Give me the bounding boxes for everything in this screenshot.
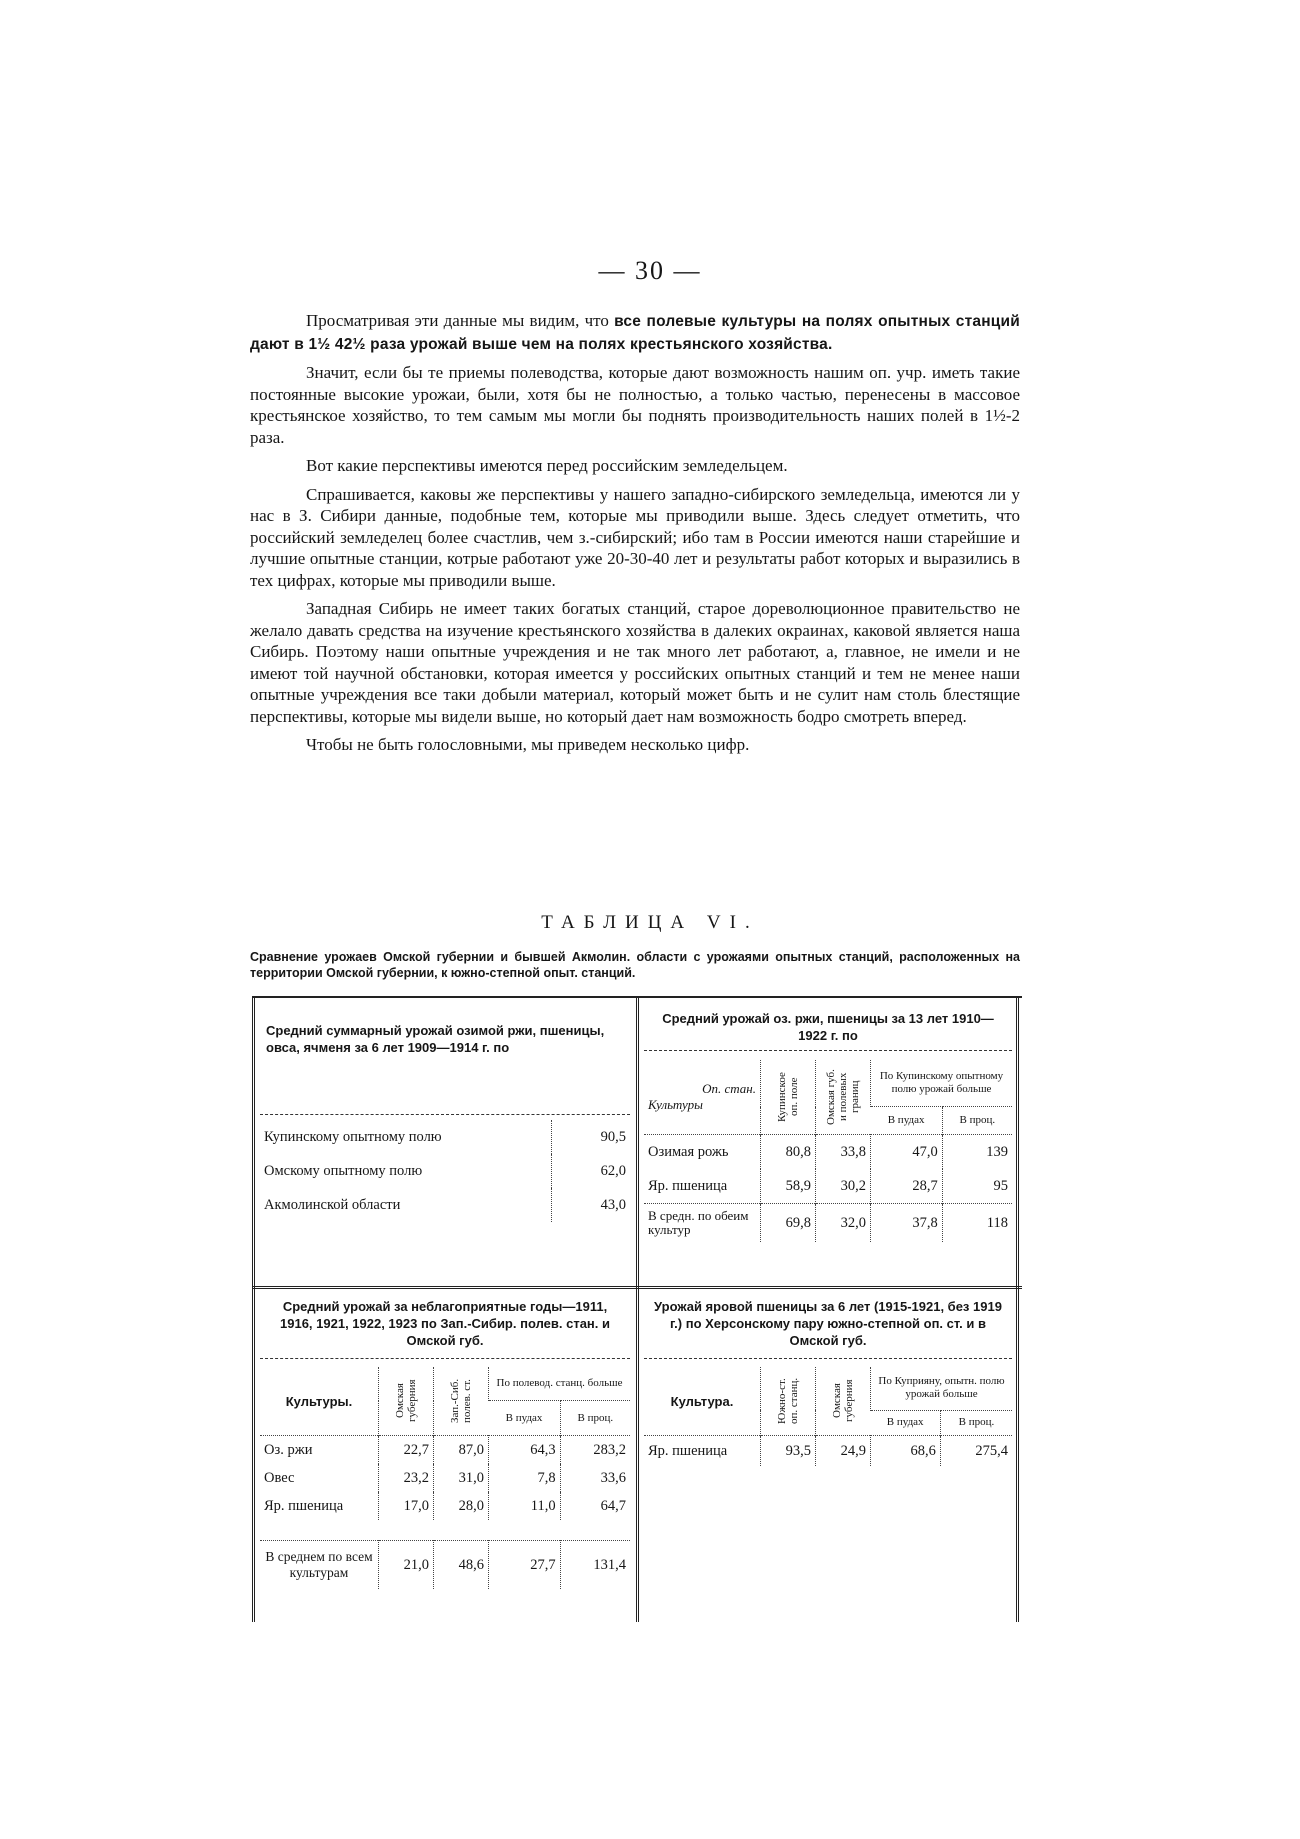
paragraph-2: Значит, если бы те приемы полеводства, которые дают возможность нашим оп. учр. иметь такие постоянные высокие урожаи, были, хотя бы не полностью, а только частью, перенесены в массовое крестьянское хозяйство, то тем самым мы могли бы поднять производительность наших полей в 1½-2 раза. bbox=[250, 363, 1020, 447]
corner-bottom: Культуры bbox=[648, 1097, 703, 1112]
table-1 bbox=[260, 1002, 630, 1222]
body-text bbox=[250, 310, 1020, 763]
table-1-header: Средний суммарный урожай озимой ржи, пшеницы, овса, ячменя за 6 лет 1909—1914 г. по bbox=[266, 1023, 605, 1055]
table-row: Яр. пшеница 93,5 24,9 68,6 275,4 bbox=[644, 1436, 1012, 1467]
col-header: Купинское оп. поле bbox=[776, 1072, 800, 1122]
col-header: Культура. bbox=[670, 1393, 734, 1409]
table-row: Овес 23,2 31,0 7,8 33,6 bbox=[260, 1464, 630, 1492]
table-row: Оз. ржи 22,7 87,0 64,3 283,2 bbox=[260, 1436, 630, 1465]
table-4-header: Урожай яровой пшеницы за 6 лет (1915-1921, без 1919 г.) по Херсонскому пару южно-степной оп. ст. и в Омской губ. bbox=[654, 1299, 1002, 1348]
col-header: Культуры. bbox=[285, 1393, 353, 1409]
paragraph-3: Вот какие перспективы имеются перед российским земледельцем. bbox=[306, 456, 788, 475]
col-group-header: По Куприяну, опытн. полю урожай больше bbox=[871, 1367, 1013, 1410]
col-header: Южно-ст. оп. станц. bbox=[776, 1377, 800, 1425]
paragraph-6: Чтобы не быть голословными, мы приведем несколько цифр. bbox=[306, 735, 750, 754]
col-header: Омская губ. и полевых границ bbox=[825, 1069, 861, 1125]
table-3-header: Средний урожай за неблагоприятные годы—1911, 1916, 1921, 1922, 1923 по Зап.-Сибир. полев. стан. и Омской губ. bbox=[280, 1299, 610, 1348]
emphasis-text: все полевые культуры на полях опытных станций дают в 1½ 42½ раза урожай выше чем на полях крестьянского хозяйства. bbox=[250, 313, 1020, 353]
col-header: Омская губерния bbox=[394, 1379, 418, 1423]
table-4-body: Культура. Южно-ст. оп. станц. Омская губерния По Куприяну, опытн. полю урожай больше В пудах В проц. Яр. пшеница 93,5 24,9 68,6 275,4 bbox=[644, 1367, 1012, 1466]
table-row: В средн. по обеим культур 69,8 32,0 37,8 118 bbox=[644, 1204, 1012, 1243]
table-2 bbox=[644, 1002, 1012, 1242]
table-row: Купинскому опытному полю 90,5 bbox=[260, 1120, 630, 1154]
table-2-body: Оп. стан. Культуры Купинское оп. поле Омская губ. и полевых границ По Купинскому опытному полю урожай больше В пудах В проц. Озимая рожь 80,8 33,8 47,0 139 Яр. пшеница 58,9 30,2 28,7 95 В средн. по обеим культур 69,8 32,0 37,8 118 bbox=[644, 1060, 1012, 1242]
table-2-header: Средний урожай оз. ржи, пшеницы за 13 лет 1910—1922 г. по bbox=[662, 1011, 994, 1043]
table-row: Акмолинской области 43,0 bbox=[260, 1188, 630, 1222]
table-caption: Сравнение урожаев Омской губернии и бывшей Акмолин. области с урожаями опытных станций, расположенных на территории Омской губернии, к южно-степной опыт. станций. bbox=[250, 950, 1020, 980]
col-header: Зап.-Сиб. полев. ст. bbox=[449, 1378, 473, 1424]
table-3-body: Культуры. Омская губерния Зап.-Сиб. полев. ст. По полевод. станц. больше В пудах В проц. Оз. ржи 22,7 87,0 64,3 283,2 Овес 23,2 31,0 7,8 33,6 Яр. пшеница 17,0 28,0 11,0 64,7 В среднем по всем культурам 21,0 48,6 27,7 131,4 bbox=[260, 1367, 630, 1589]
col-group-header: По Купинскому опытному полю урожай больше bbox=[871, 1060, 1013, 1107]
table-row: Озимая рожь 80,8 33,8 47,0 139 bbox=[644, 1135, 1012, 1170]
table-vi bbox=[252, 996, 1022, 1622]
table-row: Яр. пшеница 17,0 28,0 11,0 64,7 bbox=[260, 1492, 630, 1520]
col-group-header: По полевод. станц. больше bbox=[489, 1367, 631, 1401]
table-1-body bbox=[260, 1120, 630, 1222]
table-4 bbox=[644, 1294, 1012, 1466]
corner-top: Оп. стан. bbox=[702, 1081, 756, 1096]
page-number: — 30 — bbox=[598, 256, 702, 285]
col-header: Омская губерния bbox=[831, 1379, 855, 1423]
table-row: Омскому опытному полю 62,0 bbox=[260, 1154, 630, 1188]
paragraph-4: Спрашивается, каковы же перспективы у нашего западно-сибирского земледельца, имеются ли у нас в З. Сибири данные, подобные тем, которые мы приводили выше. Здесь следует отметить, что российский земледелец более счастлив, чем з.-сибирский; ибо там в России имеются наши старейшие и лучшие опытные станции, котрые работают уже 20-30-40 лет и результаты работ которых и выразились в тех цифрах, которые мы приводили выше. bbox=[250, 484, 1020, 590]
table-row: Яр. пшеница 58,9 30,2 28,7 95 bbox=[644, 1169, 1012, 1204]
paragraph-1: Просматривая эти данные мы видим, что все полевые культуры на полях опытных станций дают в 1½ 42½ раза урожай выше чем на полях крестьянского хозяйства. bbox=[250, 311, 1020, 353]
paragraph-5: Западная Сибирь не имеет таких богатых станций, старое дореволюционное правительство не желало давать средства на изучение крестьянского хозяйства в далеких окраинах, каковой является наша Сибирь. Поэтому наши опытные учреждения и не так много лет работают, а, главное, не имели и не имеют той научной обстановки, которая имеется у российских опытных станций и тем не менее наши опытные учреждения все таки добыли материал, который может быть и не сулит нам столь блестящие перспективы, которые мы видели выше, но который дает нам возможность бодро смотреть вперед. bbox=[250, 599, 1020, 726]
table-row: В среднем по всем культурам 21,0 48,6 27,7 131,4 bbox=[260, 1541, 630, 1590]
table-3 bbox=[260, 1294, 630, 1589]
table-title: ТАБЛИЦА VI. bbox=[541, 912, 759, 933]
